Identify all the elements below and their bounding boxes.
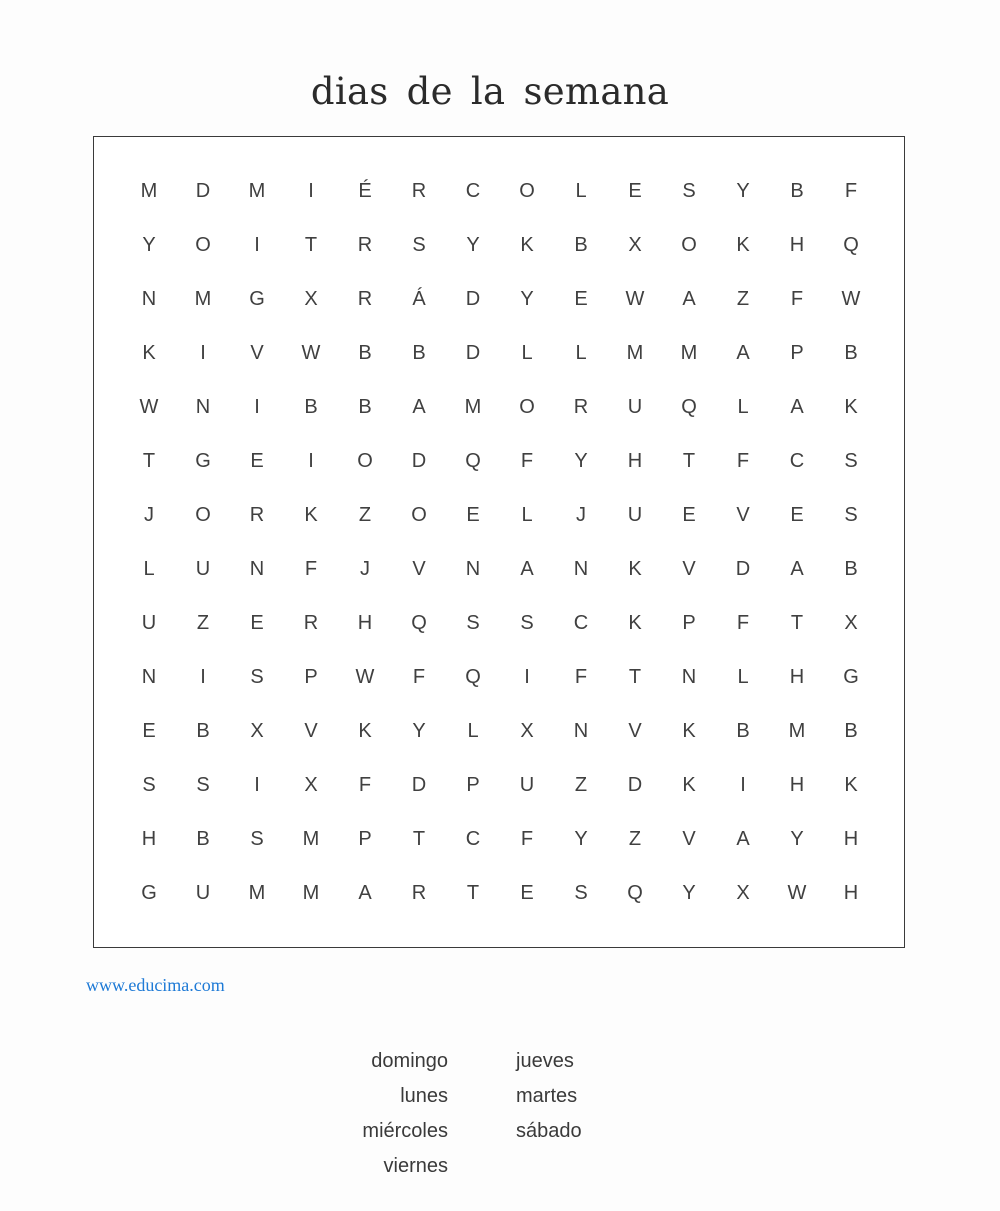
grid-letter[interactable]: I — [254, 395, 260, 418]
grid-letter[interactable]: K — [682, 773, 696, 796]
grid-letter[interactable]: E — [574, 287, 588, 310]
grid-letter[interactable]: Z — [736, 287, 750, 310]
grid-letter[interactable]: G — [843, 665, 859, 688]
word-list-item: jueves — [516, 1050, 574, 1072]
grid-letter[interactable]: B — [304, 395, 318, 418]
grid-letter[interactable]: I — [308, 449, 314, 472]
grid-letter[interactable]: Z — [574, 773, 588, 796]
grid-letter[interactable]: K — [628, 557, 642, 580]
grid-letter[interactable]: D — [465, 341, 481, 364]
grid-letter[interactable]: T — [142, 449, 156, 472]
grid-letter[interactable]: V — [304, 719, 318, 742]
grid-letter[interactable]: F — [844, 179, 858, 202]
grid-letter[interactable]: Y — [682, 881, 696, 904]
grid-letter[interactable]: S — [844, 449, 858, 472]
grid-letter[interactable]: M — [194, 287, 212, 310]
grid-letter[interactable]: M — [626, 341, 644, 364]
grid-letter[interactable]: J — [144, 503, 154, 526]
grid-letter[interactable]: F — [574, 665, 588, 688]
word-list-item: lunes — [400, 1085, 448, 1107]
grid-letter[interactable]: O — [357, 449, 373, 472]
grid-letter[interactable]: P — [358, 827, 372, 850]
grid-letter[interactable]: A — [736, 341, 750, 364]
grid-letter[interactable]: B — [844, 341, 858, 364]
grid-letter[interactable]: Z — [628, 827, 642, 850]
grid-letter[interactable]: D — [195, 179, 211, 202]
grid-letter[interactable]: S — [142, 773, 156, 796]
grid-letter[interactable]: N — [681, 665, 697, 688]
grid-letter[interactable]: A — [520, 557, 534, 580]
word-list-right — [516, 1045, 582, 1150]
word-list-item: sábado — [516, 1120, 582, 1142]
grid-letter[interactable]: H — [843, 827, 859, 850]
grid-letter[interactable]: S — [520, 611, 534, 634]
grid-letter[interactable]: B — [358, 341, 372, 364]
grid-letter[interactable]: T — [628, 665, 642, 688]
grid-letter[interactable]: F — [736, 611, 750, 634]
grid-letter[interactable]: F — [520, 827, 534, 850]
grid-letter[interactable]: A — [358, 881, 372, 904]
grid-letter[interactable]: S — [682, 179, 696, 202]
grid-letter[interactable]: M — [248, 881, 266, 904]
grid-letter[interactable]: I — [524, 665, 530, 688]
grid-letter[interactable]: A — [736, 827, 750, 850]
grid-letter[interactable]: F — [736, 449, 750, 472]
grid-letter[interactable]: B — [358, 395, 372, 418]
grid-letter[interactable]: O — [195, 503, 211, 526]
grid-letter[interactable]: F — [520, 449, 534, 472]
grid-letter[interactable]: Y — [520, 287, 534, 310]
grid-letter[interactable]: Y — [466, 233, 480, 256]
grid-letter[interactable]: O — [681, 233, 697, 256]
grid-letter[interactable]: K — [736, 233, 750, 256]
grid-letter[interactable]: A — [790, 395, 804, 418]
grid-letter[interactable]: L — [521, 503, 533, 526]
grid-letter[interactable]: E — [790, 503, 804, 526]
word-list-item: miércoles — [362, 1120, 448, 1142]
grid-letter[interactable]: T — [412, 827, 426, 850]
grid-letter[interactable]: F — [790, 287, 804, 310]
grid-letter[interactable]: U — [141, 611, 157, 634]
grid-letter[interactable]: H — [141, 827, 157, 850]
grid-letter[interactable]: L — [737, 665, 749, 688]
grid-letter[interactable]: X — [520, 719, 534, 742]
grid-letter[interactable]: A — [682, 287, 696, 310]
grid-letter[interactable]: N — [465, 557, 481, 580]
grid-letter[interactable]: U — [195, 881, 211, 904]
grid-letter[interactable]: A — [790, 557, 804, 580]
grid-letter[interactable]: T — [304, 233, 318, 256]
grid-letter[interactable]: F — [412, 665, 426, 688]
grid-letter[interactable]: C — [573, 611, 589, 634]
grid-letter[interactable]: H — [843, 881, 859, 904]
grid-letter[interactable]: R — [573, 395, 589, 418]
grid-letter[interactable]: E — [520, 881, 534, 904]
grid-letter[interactable]: U — [195, 557, 211, 580]
grid-letter[interactable]: B — [844, 557, 858, 580]
grid-letter[interactable]: D — [465, 287, 481, 310]
grid-letter[interactable]: H — [789, 665, 805, 688]
word-list-item: viernes — [383, 1155, 448, 1177]
grid-letter[interactable]: K — [628, 611, 642, 634]
grid-letter[interactable]: V — [682, 557, 696, 580]
grid-letter[interactable]: E — [466, 503, 480, 526]
grid-letter[interactable]: H — [789, 773, 805, 796]
grid-letter[interactable]: S — [466, 611, 480, 634]
grid-letter[interactable]: Y — [736, 179, 750, 202]
grid-letter[interactable]: S — [250, 665, 264, 688]
grid-letter[interactable]: J — [360, 557, 370, 580]
grid-letter[interactable]: B — [574, 233, 588, 256]
grid-letter[interactable]: C — [465, 827, 481, 850]
grid-letter[interactable]: Q — [465, 665, 481, 688]
grid-letter[interactable]: Q — [681, 395, 697, 418]
grid-letter[interactable]: T — [790, 611, 804, 634]
grid-letter[interactable]: M — [680, 341, 698, 364]
grid-letter[interactable]: E — [250, 611, 264, 634]
grid-letter[interactable]: I — [308, 179, 314, 202]
word-list-left — [362, 1045, 448, 1185]
educima-link[interactable]: www.educima.com — [86, 975, 225, 995]
grid-letter[interactable]: V — [736, 503, 750, 526]
grid-letter[interactable]: P — [304, 665, 318, 688]
grid-letter[interactable]: S — [196, 773, 210, 796]
grid-letter[interactable]: B — [412, 341, 426, 364]
grid-letter[interactable]: B — [196, 719, 210, 742]
grid-letter[interactable]: L — [521, 341, 533, 364]
letter-grid — [122, 164, 878, 920]
grid-letter[interactable]: M — [140, 179, 158, 202]
grid-letter[interactable]: X — [304, 287, 318, 310]
grid-letter[interactable]: R — [357, 233, 373, 256]
grid-letter[interactable]: L — [737, 395, 749, 418]
grid-letter[interactable]: W — [139, 395, 159, 418]
grid-letter[interactable]: U — [627, 503, 643, 526]
grid-letter[interactable]: X — [304, 773, 318, 796]
grid-letter[interactable]: N — [195, 395, 211, 418]
grid-letter[interactable]: B — [844, 719, 858, 742]
grid-letter[interactable]: K — [844, 395, 858, 418]
grid-letter[interactable]: I — [254, 233, 260, 256]
grid-letter[interactable]: S — [574, 881, 588, 904]
grid-letter[interactable]: O — [411, 503, 427, 526]
grid-letter[interactable]: M — [302, 881, 320, 904]
grid-letter[interactable]: X — [736, 881, 750, 904]
grid-letter[interactable]: N — [141, 665, 157, 688]
grid-letter[interactable]: R — [249, 503, 265, 526]
grid-letter[interactable]: J — [576, 503, 586, 526]
grid-letter[interactable]: S — [844, 503, 858, 526]
grid-letter[interactable]: P — [790, 341, 804, 364]
grid-letter[interactable]: D — [627, 773, 643, 796]
grid-letter[interactable]: F — [304, 557, 318, 580]
grid-letter[interactable]: B — [196, 827, 210, 850]
grid-letter[interactable]: V — [682, 827, 696, 850]
grid-letter[interactable]: E — [142, 719, 156, 742]
grid-letter[interactable]: É — [358, 179, 372, 202]
grid-letter[interactable]: K — [844, 773, 858, 796]
grid-letter[interactable]: E — [682, 503, 696, 526]
grid-letter[interactable]: X — [844, 611, 858, 634]
grid-letter[interactable]: Y — [574, 449, 588, 472]
grid-letter[interactable]: V — [250, 341, 264, 364]
grid-letter[interactable]: W — [301, 341, 321, 364]
grid-letter[interactable]: N — [141, 287, 157, 310]
grid-letter[interactable]: P — [466, 773, 480, 796]
grid-letter[interactable]: H — [789, 233, 805, 256]
page-title: dias de la semana — [310, 70, 670, 113]
word-list-item: martes — [516, 1085, 578, 1107]
grid-letter[interactable]: L — [143, 557, 155, 580]
grid-letter[interactable]: Q — [411, 611, 427, 634]
grid-letter[interactable]: W — [625, 287, 645, 310]
grid-letter[interactable]: Á — [412, 287, 426, 310]
grid-letter[interactable]: B — [736, 719, 750, 742]
grid-letter[interactable]: V — [412, 557, 426, 580]
grid-letter[interactable]: K — [304, 503, 318, 526]
grid-letter[interactable]: G — [195, 449, 211, 472]
grid-letter[interactable]: G — [141, 881, 157, 904]
word-search-grid — [93, 136, 905, 948]
grid-letter[interactable]: R — [411, 881, 427, 904]
grid-letter[interactable]: C — [465, 179, 481, 202]
grid-letter[interactable]: K — [142, 341, 156, 364]
grid-letter[interactable]: Z — [196, 611, 210, 634]
grid-letter[interactable]: W — [355, 665, 375, 688]
grid-letter[interactable]: Y — [574, 827, 588, 850]
grid-letter[interactable]: O — [519, 395, 535, 418]
grid-letter[interactable]: H — [627, 449, 643, 472]
grid-letter[interactable]: E — [628, 179, 642, 202]
grid-letter[interactable]: W — [787, 881, 807, 904]
grid-letter[interactable]: L — [575, 179, 587, 202]
grid-letter[interactable]: G — [249, 287, 265, 310]
grid-letter[interactable]: U — [519, 773, 535, 796]
grid-letter[interactable]: F — [358, 773, 372, 796]
grid-letter[interactable]: N — [249, 557, 265, 580]
grid-letter[interactable]: N — [573, 557, 589, 580]
grid-letter[interactable]: K — [520, 233, 534, 256]
grid-letter[interactable]: Z — [358, 503, 372, 526]
grid-letter[interactable]: V — [628, 719, 642, 742]
grid-letter[interactable]: S — [250, 827, 264, 850]
grid-letter[interactable]: L — [467, 719, 479, 742]
grid-letter[interactable]: M — [248, 179, 266, 202]
grid-letter[interactable]: M — [302, 827, 320, 850]
grid-letter[interactable]: U — [627, 395, 643, 418]
grid-letter[interactable]: K — [682, 719, 696, 742]
grid-letter[interactable]: A — [412, 395, 426, 418]
grid-letter[interactable]: O — [195, 233, 211, 256]
grid-letter[interactable]: E — [250, 449, 264, 472]
grid-letter[interactable]: B — [790, 179, 804, 202]
grid-letter[interactable]: I — [200, 665, 206, 688]
grid-letter[interactable]: I — [254, 773, 260, 796]
grid-letter[interactable]: X — [628, 233, 642, 256]
grid-letter[interactable]: R — [303, 611, 319, 634]
grid-letter[interactable]: Q — [843, 233, 859, 256]
grid-letter[interactable]: T — [682, 449, 696, 472]
grid-letter[interactable]: S — [412, 233, 426, 256]
grid-letter[interactable]: D — [411, 773, 427, 796]
grid-letter[interactable]: W — [841, 287, 861, 310]
grid-letter[interactable]: T — [466, 881, 480, 904]
grid-letter[interactable]: H — [357, 611, 373, 634]
grid-letter[interactable]: Y — [790, 827, 804, 850]
grid-letter[interactable]: I — [740, 773, 746, 796]
grid-letter[interactable]: C — [789, 449, 805, 472]
grid-letter[interactable]: L — [575, 341, 587, 364]
grid-letter[interactable]: Y — [412, 719, 426, 742]
grid-letter[interactable]: M — [464, 395, 482, 418]
grid-letter[interactable]: D — [411, 449, 427, 472]
grid-letter[interactable]: D — [735, 557, 751, 580]
grid-letter[interactable]: Q — [627, 881, 643, 904]
grid-letter[interactable]: Q — [465, 449, 481, 472]
grid-letter[interactable]: M — [788, 719, 806, 742]
grid-letter[interactable]: R — [411, 179, 427, 202]
grid-letter[interactable]: O — [519, 179, 535, 202]
word-list-item: domingo — [371, 1050, 448, 1072]
grid-letter[interactable]: I — [200, 341, 206, 364]
grid-letter[interactable]: Y — [142, 233, 156, 256]
grid-letter[interactable]: K — [358, 719, 372, 742]
grid-letter[interactable]: N — [573, 719, 589, 742]
grid-letter[interactable]: X — [250, 719, 264, 742]
grid-letter[interactable]: P — [682, 611, 696, 634]
grid-letter[interactable]: R — [357, 287, 373, 310]
